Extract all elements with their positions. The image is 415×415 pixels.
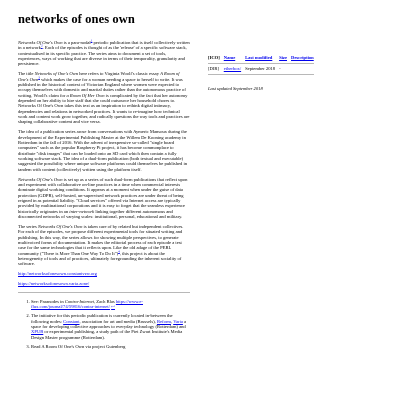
footnotes-divider (18, 292, 190, 293)
constant-link[interactable]: Constant (63, 318, 80, 324)
sort-by-description-link[interactable]: Description (291, 55, 314, 60)
dual-form-paragraph: Networks Of One's Own is set up as a series of such dual-form publications that reflect upon and experiment with collaborative on-line practices in a time when commercial interests dominate digital working conditions. It appears at a moment when under the guise of data protection (GDPR), self-hosted, un-supervised network practices are under threat of being reigned in as potential liability. "Cloud services" offered via Internet access are typically provided by multinational corporations and it is easy to forget that the seamless experience historically originates in an inter-network linking together different autonomous and disconnected networks of varying scales: institutional, personal, educational and military. (18, 176, 188, 220)
site-link-1-paragraph (18, 271, 190, 276)
footnote-2: 2. The initiative for this periodic publication is currently located in-between the following nodes: Constant, association for art and media (Brussels), Reform, Varia a space for developing collective approaches to everyday technology (Rotterdam) and XPUB or experimental publishing, a study path of the Piet Zwart Institute's Media Design Master programme (Rotterdam). (31, 313, 190, 340)
footnote-ref-1[interactable]: 1 (90, 38, 93, 43)
row-size: - (279, 66, 281, 71)
sort-by-modified-link[interactable]: Last modified (245, 55, 273, 60)
row-modified: September 2018 (245, 66, 276, 71)
main-content (18, 40, 190, 353)
etherbox-dir-link[interactable]: etherbox/ (223, 66, 242, 71)
site-link-varia[interactable]: https://networksofonesown.varia.zone/ (18, 281, 90, 287)
site-link-2-paragraph (18, 281, 190, 286)
footnote-ref-2[interactable]: 2 (40, 43, 43, 48)
sort-by-size-link[interactable]: Size (279, 55, 288, 60)
reform-link[interactable]: Reform (156, 318, 171, 324)
last-updated-text: Last updated September 2018 (208, 86, 263, 91)
footnotes-list (18, 299, 190, 350)
folder-icon: [DIR] (208, 66, 219, 71)
footnote-ref-4[interactable]: 4 (118, 249, 120, 254)
footnote-1-link[interactable]: https://www.e-flux.com/journal/74/59816/contra-internet/ (31, 298, 143, 309)
origin-paragraph: The idea of a publication series arose from conversations with Aymeric Mansoux during the development of the Experimental Publishing Master at the Willem De Kooning academy in Rotterdam in the fall of 2016. With the advent of inexpensive so-called "single board computers" such as the popular Raspberry Pi project, it has become commonplace to distribute "disk images" that can be loaded onto an SD card which then contain a fully working software stack. The idea of a dual-form publication (both textual and executable) suggested the possibility where unique software platforms could themselves be published in tandem with content (collectively) written using the platform itself. (18, 129, 188, 172)
footnote-1: 1. See: Paranodes in Contra-Internet, Zach Blas https://www.e-flux.com/journal/74/59816/contra-internet/ ↩ (31, 299, 190, 310)
footnote-1-backlink[interactable]: ↩ (111, 304, 115, 309)
page-title: networks of ones own (18, 12, 135, 26)
directory-header-row (208, 55, 318, 61)
blank-icon: [ICO] (208, 55, 220, 60)
sort-by-name-link[interactable]: Name (223, 55, 236, 60)
footnote-3: 3. Read A Room Of One's Own via project Gutenberg (31, 344, 190, 349)
varia-link[interactable]: Varia (173, 318, 183, 324)
directory-table (208, 55, 318, 77)
title-paragraph: The title Networks of One's Own here refers to Virginia Woolf's classic essay A Room of One's Own$^3$ which makes the case for a woman needing a space to herself to write. It was published in the historical context of Victorian England where women were expected to occupy themselves with domestic and marital duties rather than the autonomous practice of writing. Woolf's claim for a Room Of Her Own is complicated by the fact that her autonomy depended on her ability to hire staff that she could outsource her household chores to. Networks Of One's Own takes this text as an inspiration to rethink digital intimacy, dependencies and relations in networked practices. It wants to re-imagine how technical work and content work grow together, and radically questions the way tools and practices are shaping collaborative content and vice versa. (18, 71, 190, 125)
intro-paragraph: Networks Of One's Own is a para-nodal$^1$ periodic publication that is itself collectively written in a network$^2$. Each of the episodes is thought of as the 'release' of a specific software stack, contextualised in its specific practice. The series aims to document a set of tools, experiences, ways of working that are diverse in terms of their temporality, granularity and persistence. (18, 38, 190, 67)
footer-divider (208, 74, 314, 75)
xpub-link[interactable]: XPUB (31, 329, 44, 335)
header-divider (208, 63, 314, 64)
series-paragraph: The series Networks Of One's Own is taken care of by related but independent collectives. For each of the episodes, we propose different experimental tools for situated writing and publishing. In this way, the series allows for showing multiple perspectives, to generate multivoiced forms of documentation. It makes the editorial process of each episode a test case for the same technologies that it reflects upon. Like the old adage of the PERL community ("There is More Than One Way To Do It")$^4$, this project is about the heterogeneity of tools and of practices, ultimately foregrounding the inherent sociality of software. (18, 224, 184, 267)
footnote-ref-3[interactable]: 3 (38, 75, 40, 80)
directory-listing (208, 55, 318, 92)
site-link-constantvzw[interactable]: http://networksofonesown.constantvzw.org (18, 271, 97, 277)
series-title-text: Networks Of One's Own (18, 40, 63, 45)
footer-rule-row (208, 72, 318, 77)
